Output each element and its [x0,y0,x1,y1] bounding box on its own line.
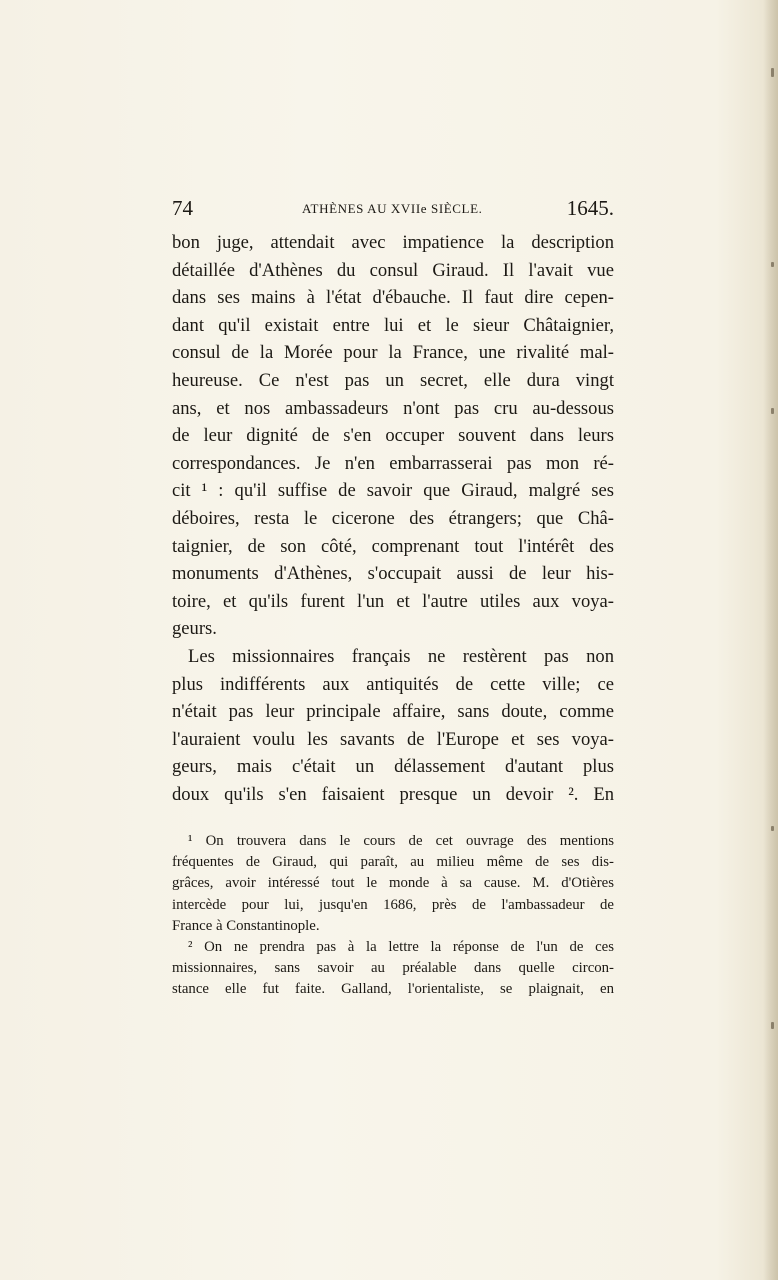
running-title: ATHÈNES AU XVIIe SIÈCLE. [302,201,483,216]
page-number: 74 [172,196,193,220]
footnote-line: ² On ne prendra pas à la lettre la réponse de l'un de ces [188,938,614,955]
edge-speck [771,408,774,414]
text-line: n'était pas leur principale affaire, sans doute, comme [172,701,614,723]
edge-speck [771,262,774,267]
footnote-line: fréquentes de Giraud, qui paraît, au milieu même de ses dis- [172,854,614,871]
text-line: cit ¹ : qu'il suffise de savoir que Giraud, malgré ses [172,480,614,502]
running-year: 1645. [566,196,614,220]
text-line: geurs. [172,618,217,640]
text-line: heureuse. Ce n'est pas un secret, elle dura vingt [172,369,614,391]
footnote-line: France à Constantinople. [172,917,320,934]
footnote-line: missionnaires, sans savoir au préalable dans quelle circon- [172,960,614,977]
text-line: Les missionnaires français ne restèrent pas non [188,645,614,667]
text-line: dant qu'il existait entre lui et le sieur Châtaignier, [172,314,614,336]
footnote-line: intercède pour lui, jusqu'en 1686, près de l'ambassadeur de [172,896,614,913]
text-line: consul de la Morée pour la France, une rivalité mal- [172,342,614,364]
text-line: détaillée d'Athènes du consul Giraud. Il l'avait vue [172,259,614,281]
edge-speck [771,68,774,77]
running-head [172,194,614,222]
footnote-line: ¹ On trouvera dans le cours de cet ouvrage des mentions [188,833,614,849]
edge-speck [771,826,774,831]
text-line: correspondances. Je n'en embarrasserai pas mon ré- [172,452,614,474]
text-line: déboires, resta le cicerone des étrangers; que Châ- [172,507,614,529]
edge-speck [771,1022,774,1029]
footnote-line: stance elle fut faite. Galland, l'orientaliste, se plaignait, en [172,981,614,998]
text-line: doux qu'ils s'en faisaient presque un devoir ². En [172,783,614,805]
text-line: ans, et nos ambassadeurs n'ont pas cru au-dessous [172,397,614,419]
footnotes [172,831,614,1001]
text-line: geurs, mais c'était un délassement d'autant plus [172,756,614,778]
footnote-line: grâces, avoir intéressé tout le monde à sa cause. M. d'Otières [172,875,614,892]
text-line: monuments d'Athènes, s'occupait aussi de leur his- [172,563,614,585]
text-line: l'auraient voulu les savants de l'Europe et ses voya- [172,728,614,750]
text-line: de leur dignité de s'en occuper souvent dans leurs [172,425,614,447]
text-line: bon juge, attendait avec impatience la description [172,232,614,253]
text-line: plus indifférents aux antiquités de cette ville; ce [172,673,614,695]
text-line: taignier, de son côté, comprenant tout l'intérêt des [172,535,614,557]
main-text [172,229,614,808]
page-edge-shadow [764,0,778,1280]
text-line: dans ses mains à l'état d'ébauche. Il faut dire cepen- [172,287,614,309]
text-line: toire, et qu'ils furent l'un et l'autre utiles aux voya- [172,590,614,612]
